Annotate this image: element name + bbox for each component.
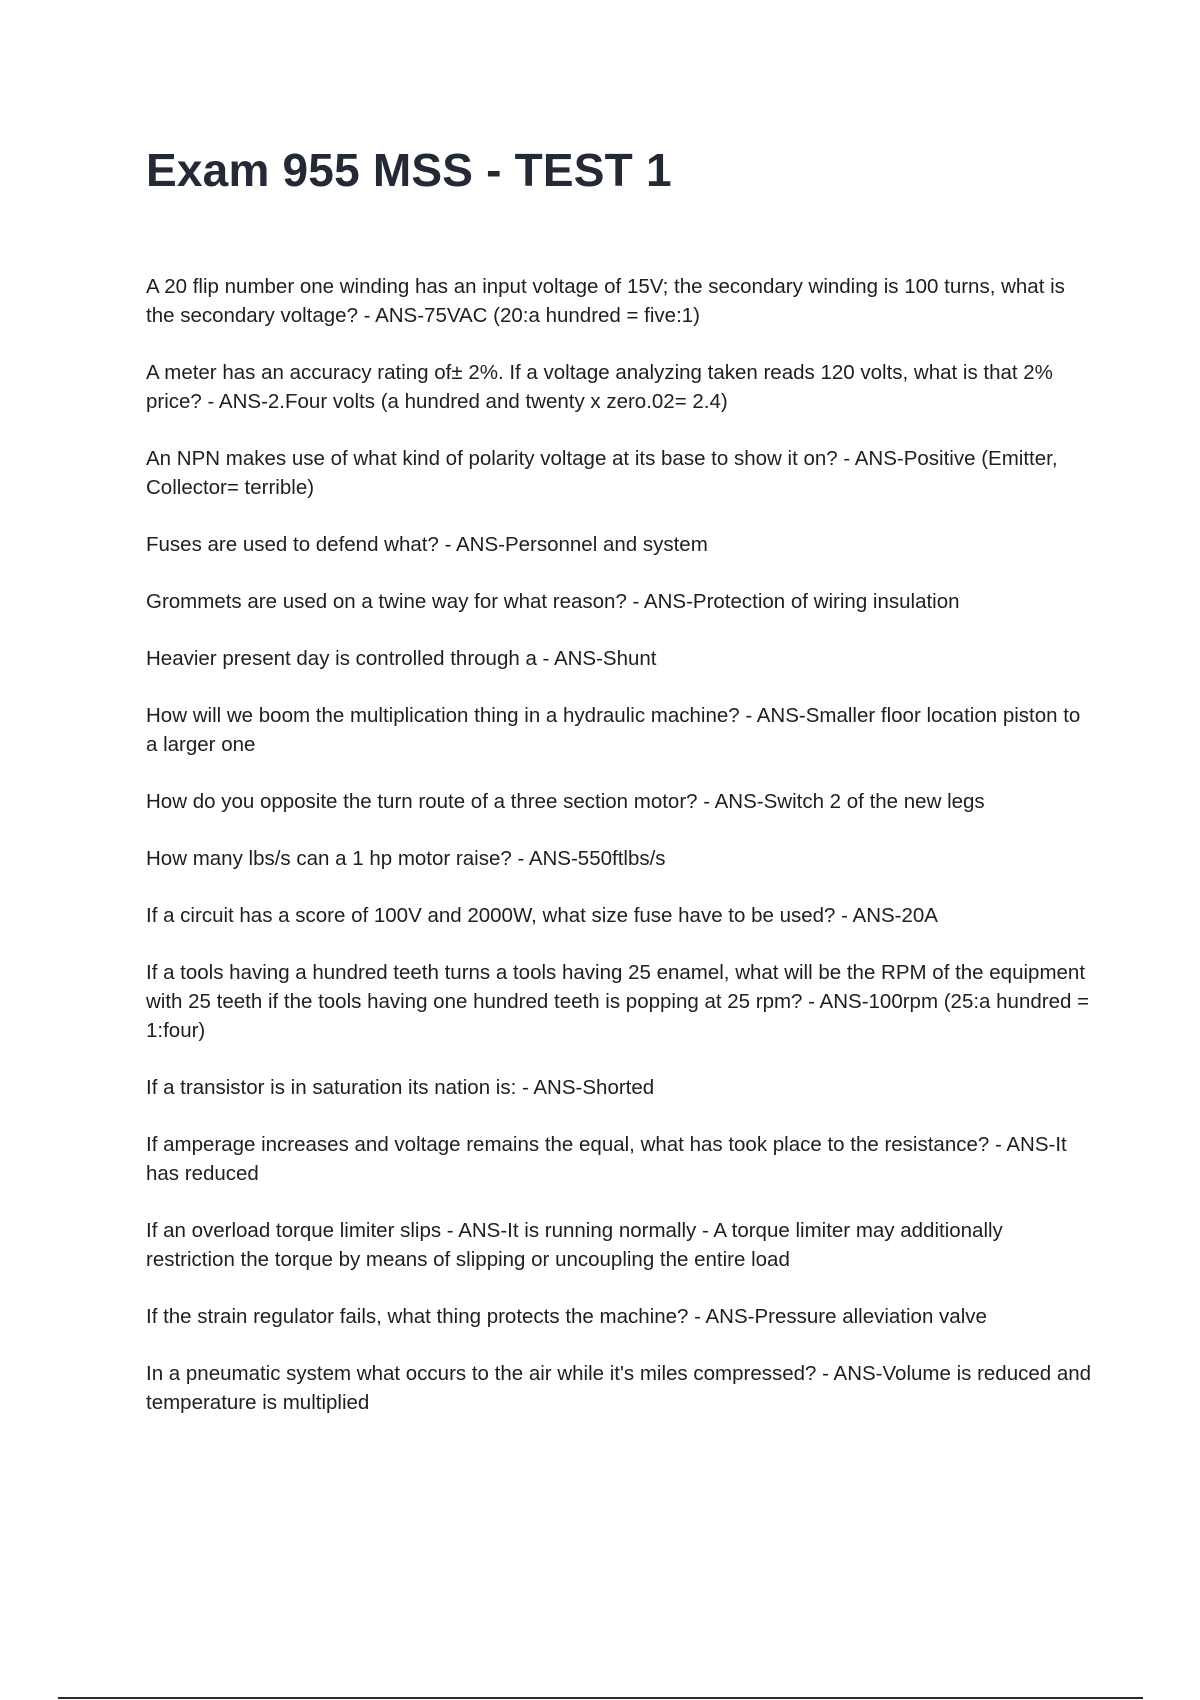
qa-item: An NPN makes use of what kind of polarity voltage at its base to show it on? - ANS-Positive (Emitter, Collector= terrible) [146,447,1058,499]
qa-item: If a transistor is in saturation its nation is: - ANS-Shorted [146,1076,655,1099]
qa-item: How many lbs/s can a 1 hp motor raise? - ANS-550ftlbs/s [146,847,666,870]
page-title: Exam 955 MSS - TEST 1 [146,144,672,196]
qa-item: Fuses are used to defend what? - ANS-Personnel and system [146,533,708,556]
question-answer-list [146,272,1096,1445]
footer-divider [58,1697,1143,1699]
qa-item: In a pneumatic system what occurs to the air while it's miles compressed? - ANS-Volume is reduced and temperature is multiplied [146,1362,1092,1414]
qa-item: If a tools having a hundred teeth turns a tools having 25 enamel, what will be the RPM of the equipment with 25 teeth if the tools having one hundred teeth is popping at 25 rpm? - ANS-100rpm (25:a hundred = 1:four) [146,961,1090,1042]
qa-item: Heavier present day is controlled through a - ANS-Shunt [146,647,657,670]
qa-item: If the strain regulator fails, what thing protects the machine? - ANS-Pressure alleviation valve [146,1305,987,1328]
qa-item: If a circuit has a score of 100V and 2000W, what size fuse have to be used? - ANS-20A [146,904,938,927]
qa-item: A 20 flip number one winding has an input voltage of 15V; the secondary winding is 100 turns, what is the secondary voltage? - ANS-75VAC (20:a hundred = five:1) [146,275,1065,327]
qa-item: How will we boom the multiplication thing in a hydraulic machine? - ANS-Smaller floor location piston to a larger one [146,704,1081,756]
qa-item: How do you opposite the turn route of a three section motor? - ANS-Switch 2 of the new legs [146,790,985,813]
qa-item: A meter has an accuracy rating of± 2%. If a voltage analyzing taken reads 120 volts, what is that 2% price? - ANS-2.Four volts (a hundred and twenty x zero.02= 2.4) [146,361,1053,413]
qa-item: Grommets are used on a twine way for what reason? - ANS-Protection of wiring insulation [146,590,960,613]
qa-item: If an overload torque limiter slips - ANS-It is running normally - A torque limiter may additionally restriction the torque by means of slipping or uncoupling the entire load [146,1219,1003,1271]
qa-item: If amperage increases and voltage remains the equal, what has took place to the resistance? - ANS-It has reduced [146,1133,1067,1185]
